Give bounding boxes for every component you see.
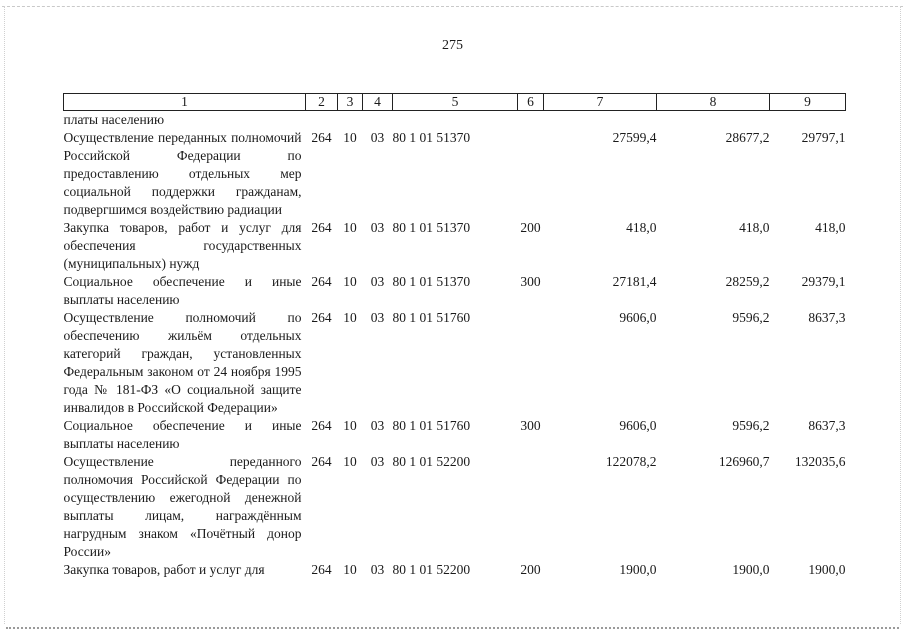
section-cell: 10 (343, 220, 357, 235)
page-bottom-edge (6, 627, 899, 629)
admin-code-cell: 264 (311, 310, 332, 325)
amount-year3-cell (770, 111, 846, 130)
subsection-cell: 03 (370, 274, 385, 289)
expense-type-cell: 300 (520, 274, 541, 289)
page-number: 275 (442, 38, 463, 53)
amount-year1-cell: 122078,2 (605, 454, 657, 469)
table-header-row (64, 94, 846, 111)
subsection-cell: 03 (370, 562, 385, 577)
amount-year3-cell: 8637,3 (808, 310, 846, 325)
admin-code-cell: 264 (311, 562, 332, 577)
table-row (64, 111, 846, 130)
row-name-cell: Закупка товаров, работ и услуг для обеспечения государственных (муниципальных) нужд (63, 220, 302, 271)
amount-year3-cell: 8637,3 (808, 418, 846, 433)
page-top-edge (2, 6, 903, 7)
section-cell: 10 (343, 454, 357, 469)
amount-year1-cell: 1900,0 (619, 562, 657, 577)
column-header-6: 6 (518, 94, 544, 111)
subsection-cell: 03 (370, 418, 385, 433)
admin-code-cell (306, 111, 338, 130)
subsection-cell: 03 (370, 454, 385, 469)
section-cell: 10 (343, 310, 357, 325)
expense-type-cell: 300 (520, 418, 541, 433)
budget-table (63, 93, 846, 579)
admin-code-cell: 264 (311, 418, 332, 433)
subsection-cell (363, 111, 393, 130)
amount-year3-cell: 29797,1 (801, 130, 846, 145)
expense-type-cell: 200 (520, 220, 541, 235)
target-article-cell: 80 1 01 51760 (392, 310, 471, 325)
row-name-cell: Осуществление переданных полномочий Российской Федерации по предоставлению отдельных мер социальной поддержки гражданам, подвергшимся воздействию радиации (63, 130, 302, 217)
table-row (64, 273, 846, 309)
row-name-cell: Социальное обеспечение и иные выплаты населению (63, 274, 302, 307)
amount-year2-cell (657, 111, 770, 130)
subsection-cell: 03 (370, 310, 385, 325)
amount-year1-cell (544, 111, 657, 130)
expense-type-cell (518, 453, 544, 561)
amount-year3-cell: 418,0 (815, 220, 846, 235)
page-right-edge (900, 6, 901, 624)
column-header-3: 3 (338, 94, 363, 111)
row-name-cell: Закупка товаров, работ и услуг для (63, 562, 265, 577)
target-article-cell: 80 1 01 52200 (392, 454, 471, 469)
row-name-cell: Осуществление полномочий по обеспечению жильём отдельных категорий граждан, установленных Федеральным законом от 24 ноября 1995 года № 181-ФЗ «О социальной защите инвалидов в Российской Федерации» (63, 310, 302, 415)
amount-year2-cell: 1900,0 (732, 562, 770, 577)
column-header-7: 7 (544, 94, 657, 111)
amount-year3-cell: 132035,6 (794, 454, 846, 469)
expense-type-cell (518, 309, 544, 417)
amount-year1-cell: 27599,4 (612, 130, 657, 145)
section-cell: 10 (343, 418, 357, 433)
section-cell: 10 (343, 274, 357, 289)
amount-year2-cell: 418,0 (739, 220, 770, 235)
amount-year1-cell: 9606,0 (619, 310, 657, 325)
amount-year1-cell: 9606,0 (619, 418, 657, 433)
column-header-2: 2 (306, 94, 338, 111)
subsection-cell: 03 (370, 130, 385, 145)
target-article-cell: 80 1 01 51760 (392, 418, 471, 433)
section-cell: 10 (343, 130, 357, 145)
amount-year2-cell: 126960,7 (718, 454, 770, 469)
table-row (64, 417, 846, 453)
page-left-edge (4, 6, 5, 624)
table-row (64, 309, 846, 417)
amount-year2-cell: 28677,2 (725, 130, 770, 145)
column-header-4: 4 (363, 94, 393, 111)
admin-code-cell: 264 (311, 220, 332, 235)
column-header-9: 9 (770, 94, 846, 111)
column-header-1: 1 (64, 94, 306, 111)
admin-code-cell: 264 (311, 130, 332, 145)
table-body (64, 111, 846, 580)
amount-year1-cell: 27181,4 (612, 274, 657, 289)
admin-code-cell: 264 (311, 274, 332, 289)
column-header-8: 8 (657, 94, 770, 111)
target-article-cell: 80 1 01 51370 (392, 220, 471, 235)
amount-year3-cell: 29379,1 (801, 274, 846, 289)
amount-year3-cell: 1900,0 (808, 562, 846, 577)
target-article-cell: 80 1 01 51370 (392, 130, 471, 145)
admin-code-cell: 264 (311, 454, 332, 469)
expense-type-cell: 200 (520, 562, 541, 577)
row-name-cell: Осуществление переданного полномочия Российской Федерации по осуществлению ежегодной денежной выплаты лицам, награждённым нагрудным знаком «Почётный донор России» (63, 454, 302, 559)
column-header-5: 5 (393, 94, 518, 111)
target-article-cell: 80 1 01 52200 (392, 562, 471, 577)
row-name-cell: Социальное обеспечение и иные выплаты населению (63, 418, 302, 451)
table-row (64, 453, 846, 561)
amount-year2-cell: 9596,2 (732, 310, 770, 325)
section-cell: 10 (343, 562, 357, 577)
target-article-cell: 80 1 01 51370 (392, 274, 471, 289)
row-name-cell: платы населению (63, 112, 165, 127)
table-row (64, 561, 846, 579)
amount-year2-cell: 9596,2 (732, 418, 770, 433)
table-row (64, 129, 846, 219)
table-row (64, 219, 846, 273)
amount-year2-cell: 28259,2 (725, 274, 770, 289)
expense-type-cell (518, 111, 544, 130)
target-article-cell (393, 111, 518, 130)
amount-year1-cell: 418,0 (626, 220, 657, 235)
section-cell (338, 111, 363, 130)
expense-type-cell (518, 129, 544, 219)
subsection-cell: 03 (370, 220, 385, 235)
